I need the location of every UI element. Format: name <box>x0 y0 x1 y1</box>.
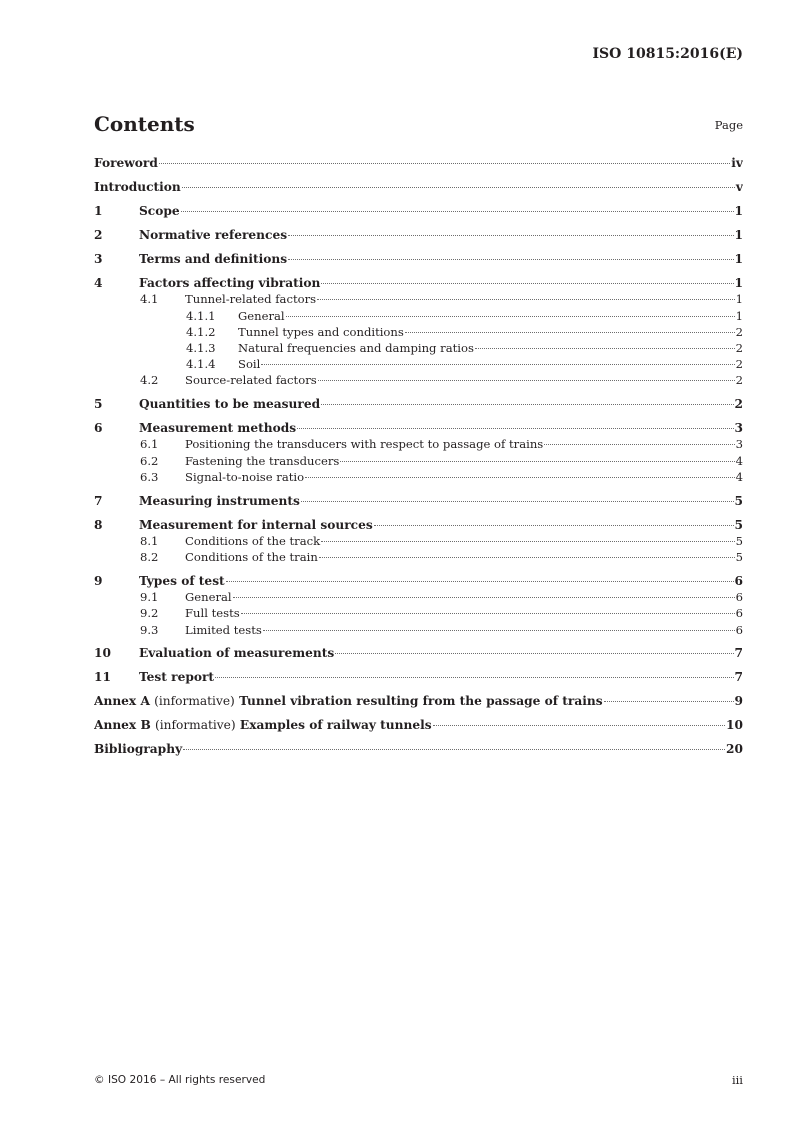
toc-entry-6-2[interactable] <box>94 453 743 469</box>
toc-title <box>94 717 432 733</box>
toc-entry-3[interactable] <box>94 251 743 267</box>
toc-title: Tunnel-related factors <box>185 292 317 307</box>
toc-page: 2 <box>735 373 743 388</box>
dot-leader <box>233 597 735 598</box>
toc-number: 4.2 <box>140 373 159 388</box>
toc-number: 9.3 <box>140 622 159 637</box>
dot-leader <box>159 163 730 164</box>
toc-number: 6.1 <box>140 437 159 452</box>
toc-entry-6-1[interactable] <box>94 436 743 452</box>
toc-title: Limited tests <box>185 622 262 637</box>
annex-title: Examples of railway tunnels <box>239 718 432 733</box>
toc-title: Fastening the transducers <box>185 453 340 468</box>
toc-entry-4-1[interactable] <box>94 291 743 307</box>
annex-label: Annex B <box>94 718 151 733</box>
toc-page: 7 <box>734 670 743 685</box>
toc-title: Evaluation of measurements <box>139 646 335 661</box>
toc-entry-6-3[interactable] <box>94 469 743 485</box>
toc-entry-8[interactable] <box>94 517 743 533</box>
toc-number: 9.1 <box>140 590 159 605</box>
toc-entry-introduction[interactable] <box>94 179 743 195</box>
dot-leader <box>181 211 734 212</box>
dot-leader <box>215 677 733 678</box>
toc-page: 2 <box>734 397 743 412</box>
dot-leader <box>288 235 733 236</box>
toc-number: 6.3 <box>140 469 159 484</box>
toc-number: 8.1 <box>140 533 159 548</box>
toc-page: 4 <box>735 453 743 468</box>
toc-title: Foreword <box>94 156 158 170</box>
dot-leader <box>261 364 734 365</box>
document-id: ISO 10815:2016(E) <box>592 46 743 62</box>
toc-number: 3 <box>94 251 103 266</box>
dot-leader <box>319 557 735 558</box>
toc-entry-9-1[interactable] <box>94 589 743 605</box>
toc-number: 4.1.1 <box>186 308 216 323</box>
toc-page: 1 <box>734 203 743 218</box>
toc-number: 4 <box>94 275 103 290</box>
dot-leader <box>241 613 735 614</box>
toc-page: 7 <box>734 646 743 661</box>
toc-entry-6[interactable] <box>94 420 743 436</box>
toc-number: 8.2 <box>140 550 159 565</box>
toc-entry-4-1-4[interactable] <box>94 356 743 372</box>
page-column-label: Page <box>714 118 743 132</box>
toc-title: Conditions of the track <box>185 533 321 548</box>
toc-page: 6 <box>734 573 743 588</box>
toc-page: 2 <box>735 324 743 339</box>
toc-title: Conditions of the train <box>185 550 318 565</box>
dot-leader <box>182 187 735 188</box>
toc-title: Tunnel types and conditions <box>238 324 404 339</box>
dot-leader <box>318 380 735 381</box>
dot-leader <box>226 581 734 582</box>
toc-page: 6 <box>735 606 743 621</box>
toc-page: v <box>735 179 743 194</box>
toc-number: 4.1.3 <box>186 340 216 355</box>
toc-number: 11 <box>94 670 111 685</box>
toc-page: 6 <box>735 590 743 605</box>
toc-title: Natural frequencies and damping ratios <box>238 340 474 355</box>
toc-title: Bibliography <box>94 742 183 757</box>
toc-entry-2[interactable] <box>94 227 743 243</box>
toc-title: Normative references <box>139 227 288 242</box>
toc-title: Terms and definitions <box>139 251 288 266</box>
toc-number: 4.1 <box>140 292 159 307</box>
dot-leader <box>263 630 735 631</box>
dot-leader <box>604 701 734 702</box>
toc-title: Quantities to be measured <box>139 397 321 412</box>
contents-title: Contents <box>94 112 195 136</box>
toc-page: 1 <box>734 251 743 266</box>
table-of-contents <box>94 155 743 758</box>
toc-number: 4.1.2 <box>186 324 216 339</box>
toc-page: 1 <box>735 292 743 307</box>
dot-leader <box>433 725 725 726</box>
dot-leader <box>317 299 735 300</box>
toc-number: 1 <box>94 203 103 218</box>
toc-title: Signal-to-noise ratio <box>185 469 305 484</box>
annex-title: Tunnel vibration resulting from the passage of trains <box>239 694 603 709</box>
dot-leader <box>288 259 733 260</box>
toc-page: 5 <box>734 493 743 508</box>
toc-page: 3 <box>735 437 743 452</box>
toc-title: Types of test <box>139 573 225 588</box>
dot-leader <box>286 316 735 317</box>
toc-entry-annex-b[interactable] <box>94 717 743 733</box>
annex-kind: (informative) <box>155 718 236 733</box>
dot-leader <box>321 541 734 542</box>
toc-number: 2 <box>94 227 103 242</box>
toc-page: 1 <box>734 227 743 242</box>
toc-title: Full tests <box>185 606 240 621</box>
annex-kind: (informative) <box>154 694 235 709</box>
toc-page: 10 <box>726 718 743 733</box>
footer-copyright: © ISO 2016 – All rights reserved <box>94 1074 266 1086</box>
toc-title: Test report <box>139 670 215 685</box>
dot-leader <box>183 749 725 750</box>
toc-entry-11[interactable] <box>94 669 743 685</box>
toc-title: Introduction <box>94 179 181 194</box>
toc-title: Measurement methods <box>139 421 297 436</box>
toc-title: Measurement for internal sources <box>139 517 373 532</box>
toc-entry-7[interactable] <box>94 493 743 509</box>
toc-page: 1 <box>735 308 743 323</box>
annex-label: Annex A <box>94 694 150 709</box>
dot-leader <box>340 461 734 462</box>
dot-leader <box>475 348 735 349</box>
toc-entry-4-1-1[interactable] <box>94 308 743 324</box>
dot-leader <box>374 525 734 526</box>
toc-number: 4.1.4 <box>186 357 216 372</box>
toc-title: Scope <box>139 203 180 218</box>
toc-entry-9-3[interactable] <box>94 622 743 638</box>
toc-page: 2 <box>735 357 743 372</box>
toc-number: 5 <box>94 397 103 412</box>
toc-page: 6 <box>735 622 743 637</box>
toc-entry-5[interactable] <box>94 396 743 412</box>
dot-leader <box>405 332 735 333</box>
dot-leader <box>335 653 733 654</box>
toc-page: 9 <box>734 694 743 709</box>
toc-page: 1 <box>734 275 743 290</box>
dot-leader <box>321 283 733 284</box>
toc-entry-4-1-2[interactable] <box>94 324 743 340</box>
dot-leader <box>297 428 733 429</box>
toc-page: 20 <box>726 742 743 757</box>
toc-entry-4-2[interactable] <box>94 372 743 388</box>
toc-number: 9.2 <box>140 606 159 621</box>
toc-title: Source-related factors <box>185 373 317 388</box>
toc-page: 5 <box>734 517 743 532</box>
toc-title: Soil <box>238 357 261 372</box>
toc-entry-annex-a[interactable] <box>94 693 743 709</box>
toc-number: 6 <box>94 421 103 436</box>
toc-entry-8-2[interactable] <box>94 549 743 565</box>
toc-title: General <box>238 308 285 323</box>
toc-number: 8 <box>94 517 103 532</box>
toc-page: iv <box>731 156 743 170</box>
toc-entry-9-2[interactable] <box>94 605 743 621</box>
toc-title: General <box>185 590 232 605</box>
dot-leader <box>544 444 734 445</box>
toc-title: Positioning the transducers with respect to passage of trains <box>185 437 544 452</box>
toc-title: Factors affecting vibration <box>139 275 321 290</box>
toc-entry-bibliography[interactable] <box>94 741 743 757</box>
toc-title <box>94 693 603 709</box>
toc-title: Measuring instruments <box>139 493 300 508</box>
dot-leader <box>321 404 733 405</box>
toc-entry-4-1-3[interactable] <box>94 340 743 356</box>
toc-page: 3 <box>734 421 743 436</box>
toc-entry-4[interactable] <box>94 275 743 291</box>
toc-entry-9[interactable] <box>94 573 743 589</box>
toc-entry-10[interactable] <box>94 645 743 661</box>
toc-page: 5 <box>735 533 743 548</box>
toc-number: 9 <box>94 573 103 588</box>
toc-page: 5 <box>735 550 743 565</box>
toc-number: 7 <box>94 493 103 508</box>
toc-entry-1[interactable] <box>94 203 743 219</box>
toc-number: 6.2 <box>140 453 159 468</box>
toc-number: 10 <box>94 646 111 661</box>
dot-leader <box>305 477 735 478</box>
dot-leader <box>301 501 734 502</box>
toc-page: 2 <box>735 340 743 355</box>
footer-page-number: iii <box>731 1073 743 1087</box>
toc-entry-8-1[interactable] <box>94 533 743 549</box>
toc-page: 4 <box>735 469 743 484</box>
toc-entry-foreword[interactable] <box>94 155 743 171</box>
